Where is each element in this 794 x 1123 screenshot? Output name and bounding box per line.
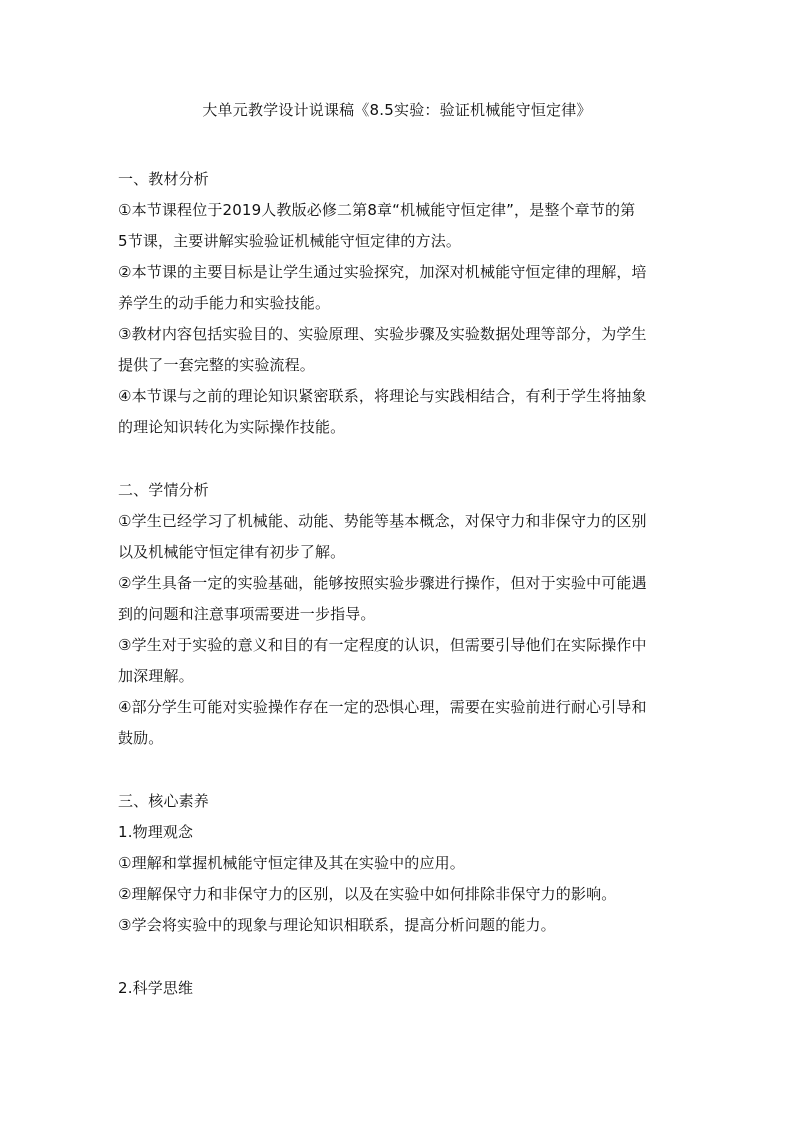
- paragraph-line: ③学会将实验中的现象与理论知识相联系，提高分析问题的能力。: [118, 916, 556, 934]
- section-spacer: [118, 443, 678, 475]
- subsection-heading: 2.科学思维: [118, 979, 194, 997]
- section-heading: 三、核心素养: [118, 792, 209, 810]
- subsection-heading: 1.物理观念: [118, 823, 194, 841]
- section-core-literacy: [118, 786, 678, 941]
- section-textbook-analysis: [118, 164, 678, 443]
- paragraph-line: ①本节课程位于2019人教版必修二第8章“机械能守恒定律”，是整个章节的第: [118, 201, 636, 219]
- paragraph-line: ③学生对于实验的意义和目的有一定程度的认识，但需要引导他们在实际操作中: [118, 636, 647, 654]
- paragraph-line: ④本节课与之前的理论知识紧密联系，将理论与实践相结合，有利于学生将抽象: [118, 387, 647, 405]
- document-title: 大单元教学设计说课稿《8.5实验：验证机械能守恒定律》: [202, 101, 592, 119]
- paragraph-line: ③教材内容包括实验目的、实验原理、实验步骤及实验数据处理等部分，为学生: [118, 325, 647, 343]
- section-scientific-thinking: [118, 973, 678, 1004]
- paragraph-line: 以及机械能守恒定律有初步了解。: [118, 543, 346, 561]
- paragraph-line: ①学生已经学习了机械能、动能、势能等基本概念，对保守力和非保守力的区别: [118, 512, 647, 530]
- section-spacer: [118, 754, 678, 786]
- paragraph-line: 鼓励。: [118, 729, 164, 747]
- paragraph-line: ②学生具备一定的实验基础，能够按照实验步骤进行操作，但对于实验中可能遇: [118, 574, 647, 592]
- document-body: [118, 164, 678, 1004]
- paragraph-line: 的理论知识转化为实际操作技能。: [118, 418, 346, 436]
- paragraph-line: 加深理解。: [118, 667, 194, 685]
- section-heading: 一、教材分析: [118, 170, 209, 188]
- section-heading: 二、学情分析: [118, 481, 209, 499]
- paragraph-line: 提供了一套完整的实验流程。: [118, 356, 315, 374]
- paragraph-line: ④部分学生可能对实验操作存在一定的恐惧心理，需要在实验前进行耐心引导和: [118, 698, 647, 716]
- paragraph-line: ②本节课的主要目标是让学生通过实验探究，加深对机械能守恒定律的理解，培: [118, 263, 647, 281]
- paragraph-line: 到的问题和注意事项需要进一步指导。: [118, 605, 376, 623]
- paragraph-line: 养学生的动手能力和实验技能。: [118, 294, 331, 312]
- paragraph-line: ①理解和掌握机械能守恒定律及其在实验中的应用。: [118, 854, 465, 872]
- section-student-analysis: [118, 475, 678, 754]
- section-spacer: [118, 941, 678, 973]
- paragraph-line: ②理解保守力和非保守力的区别，以及在实验中如何排除非保守力的影响。: [118, 885, 617, 903]
- paragraph-line: 5节课，主要讲解实验验证机械能守恒定律的方法。: [118, 232, 461, 250]
